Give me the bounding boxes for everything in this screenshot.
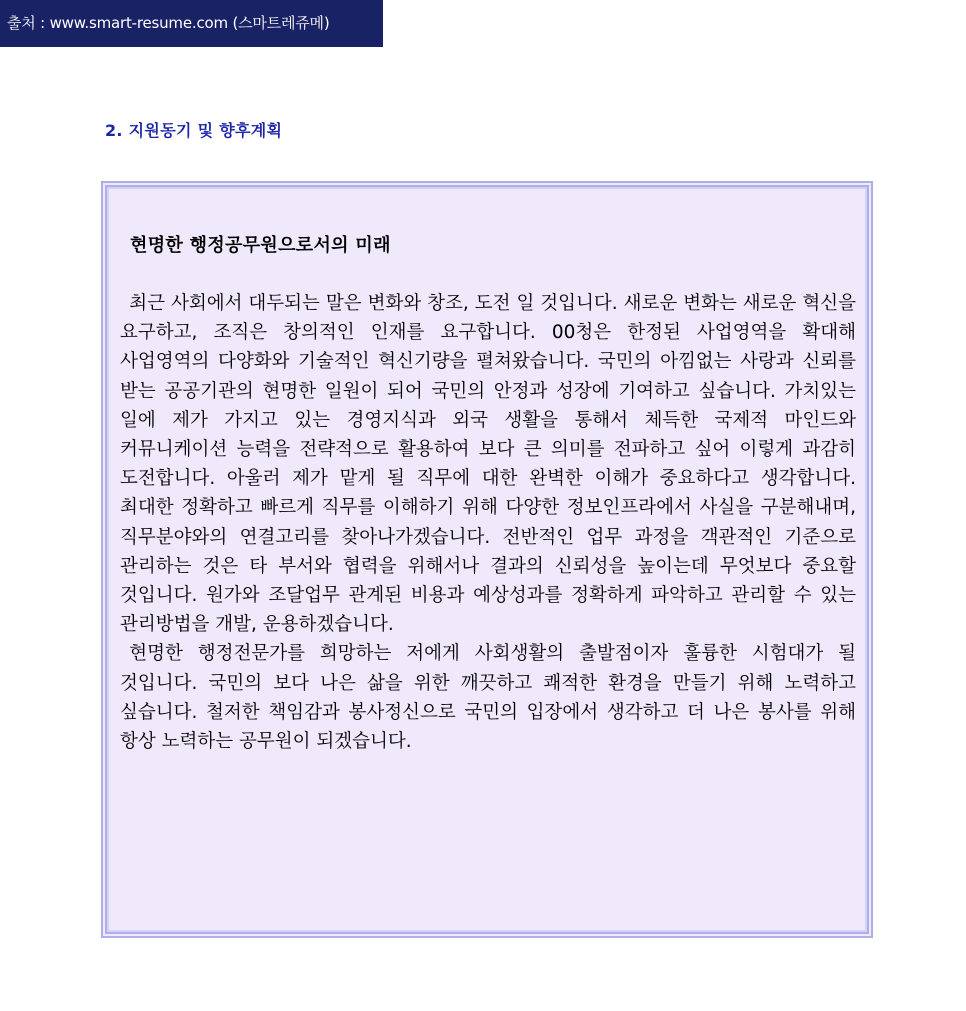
essay-paragraph-1: 최근 사회에서 대두되는 말은 변화와 창조, 도전 일 것입니다. 새로운 변화는 새로운 혁신을 요구하고, 조직은 창의적인 인재를 요구합니다. 00청은 한정된 사업영역을 확대해 사업영역의 다양화와 기술적인 혁신기량을 펼쳐왔습니다. 국민의 아낌없는 사랑과 신뢰를 받는 공공기관의 현명한 일원이 되어 국민의 안정과 성장에 기여하고 싶습니다. 가치있는 일에 제가 가지고 있는 경영지식과 외국 생활을 통해서 체득한 국제적 마인드와 커뮤니케이션 능력을 전략적으로 활용하여 보다 큰 의미를 전파하고 싶어 이렇게 과감히 도전합니다. 아울러 제가 맡게 될 직무에 대한 완벽한 이해가 중요하다고 생각합니다. 최대한 정확하고 빠르게 직무를 이해하기 위해 다양한 정보인프라에서 사실을 구분해내며, 직무분야와의 연결고리를 찾아나가겠습니다. 전반적인 업무 과정을 객관적인 기준으로 관리하는 것은 타 부서와 협력을 위해서나 결과의 신뢰성을 높이는데 무엇보다 중요할 것입니다. 원가와 조달업무 관계된 비용과 예상성과를 정확하게 파악하고 관리할 수 있는 관리방법을 개발, 운용하겠습니다. bbox=[120, 293, 856, 636]
essay-body bbox=[120, 289, 856, 756]
essay-box bbox=[101, 181, 873, 938]
source-banner bbox=[0, 0, 383, 47]
section-heading: 2. 지원동기 및 향후계획 bbox=[105, 121, 283, 140]
essay-paragraph-2: 현명한 행정전문가를 희망하는 저에게 사회생활의 출발점이자 훌륭한 시험대가 될 것입니다. 국민의 보다 나은 삶을 위한 깨끗하고 쾌적한 환경을 만들기 위해 노력하고 싶습니다. 철저한 책임감과 봉사정신으로 국민의 입장에서 생각하고 더 나은 봉사를 위해 항상 노력하는 공무원이 되겠습니다. bbox=[120, 643, 856, 753]
essay-title: 현명한 행정공무원으로서의 미래 bbox=[130, 235, 391, 256]
source-text: 출처 : www.smart-resume.com (스마트레쥬메) bbox=[7, 14, 330, 32]
